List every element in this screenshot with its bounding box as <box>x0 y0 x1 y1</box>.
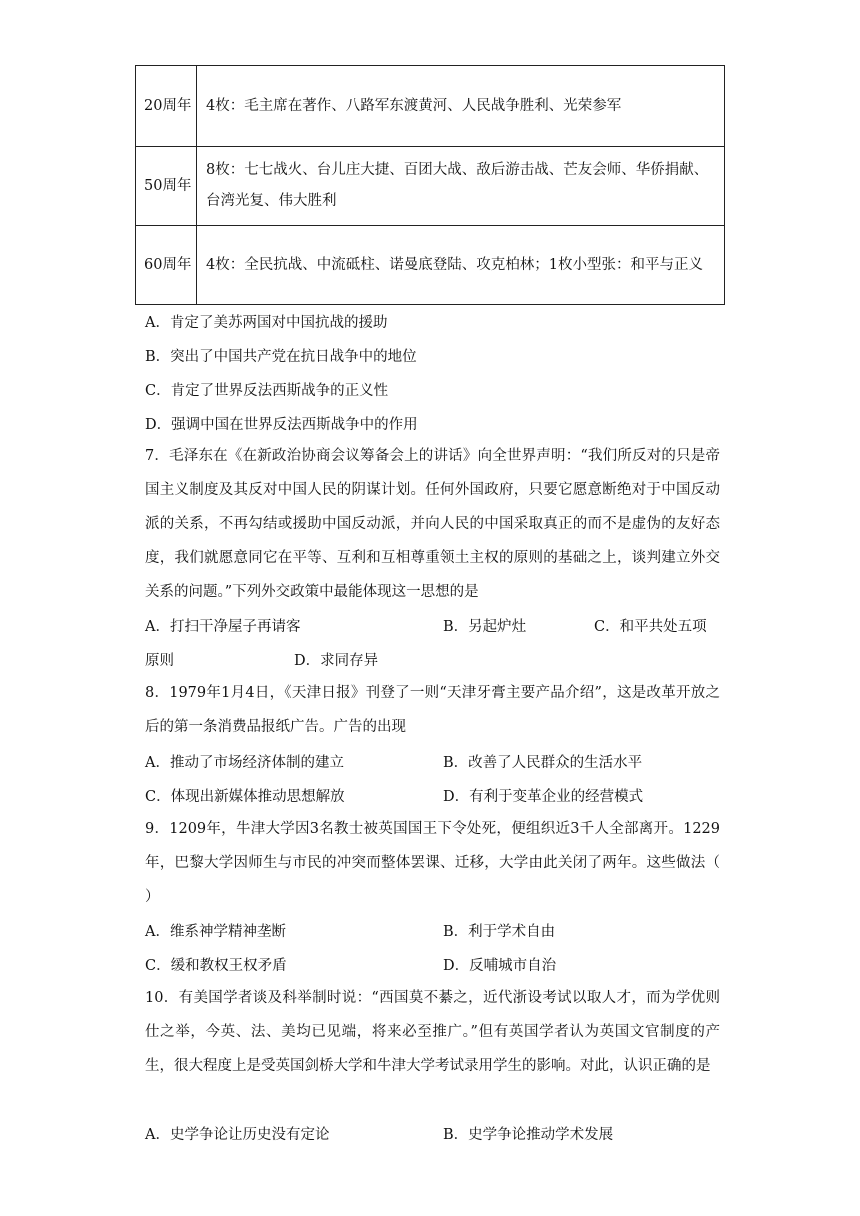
stamp-table <box>135 65 725 305</box>
q8-option-d: D．有利于变革企业的经营模式 <box>443 789 644 805</box>
year-cell: 20周年 <box>136 66 197 147</box>
content-cell: 8枚：七七战火、台儿庄大捷、百团大战、敌后游击战、芒友会师、华侨捐献、台湾光复、伟大胜利 <box>197 147 725 226</box>
q9-option-d: D．反哺城市自治 <box>443 958 557 974</box>
q10-stem: 10．有美国学者谈及科举制时说：“西国莫不綦之，近代浙设考试以取人才，而为学优则仕之举，今英、法、美均已见端，将来必至推广。”但有英国学者认为英国文官制度的产生，很大程度上是受英国剑桥大学和牛津大学考试录用学生的影响。对此，认识正确的是 <box>145 990 720 1074</box>
q7-option-c: C．和平共处五项 <box>594 619 707 635</box>
year-cell: 50周年 <box>136 147 197 226</box>
q9-option-c: C．缓和教权王权矛盾 <box>145 958 287 974</box>
table-row <box>136 147 725 226</box>
q7-option-b: B．另起炉灶 <box>443 619 527 635</box>
q7-option-a: A．打扫干净屋子再请客 <box>145 619 301 635</box>
q6-option-c: C．肯定了世界反法西斯战争的正义性 <box>145 383 389 399</box>
q7-option-d: D．求同存异 <box>294 653 379 669</box>
q10-option-a: A．史学争论让历史没有定论 <box>145 1127 330 1143</box>
q6-option-a: A．肯定了美苏两国对中国抗战的援助 <box>145 315 388 331</box>
q7-stem: 7．毛泽东在《在新政治协商会议筹备会上的讲话》向全世界声明：“我们所反对的只是帝国主义制度及其反对中国人民的阴谋计划。任何外国政府，只要它愿意断绝对于中国反动派的关系，不再勾结或援助中国反动派，并向人民的中国采取真正的而不是虚伪的友好态度，我们就愿意同它在平等、互利和互相尊重领土主权的原则的基础之上，谈判建立外交关系的问题。”下列外交政策中最能体现这一思想的是 <box>145 448 720 600</box>
q10-option-b: B．史学争论推动学术发展 <box>443 1127 614 1143</box>
q7-option-c-cont: 原则 <box>145 653 174 669</box>
content-cell: 4枚：毛主席在著作、八路军东渡黄河、人民战争胜利、光荣参军 <box>197 66 725 147</box>
q9-stem: 9．1209年，牛津大学因3名教士被英国国王下令处死，便组织近3千人全部离开。1229年，巴黎大学因师生与市民的冲突而整体罢课、迁移，大学由此关闭了两年。这些做法（ ） <box>145 821 720 905</box>
q8-stem: 8．1979年1月4日，《天津日报》刊登了一则“天津牙膏主要产品介绍”，这是改革开放之后的第一条消费品报纸广告。广告的出现 <box>145 685 720 735</box>
table-row <box>136 66 725 147</box>
q6-option-b: B．突出了中国共产党在抗日战争中的地位 <box>145 349 417 365</box>
q9-option-a: A．维系神学精神垄断 <box>145 924 286 940</box>
q8-option-c: C．体现出新媒体推动思想解放 <box>145 789 345 805</box>
q6-option-d: D．强调中国在世界反法西斯战争中的作用 <box>145 417 418 433</box>
q8-option-a: A．推动了市场经济体制的建立 <box>145 755 344 771</box>
year-cell: 60周年 <box>136 226 197 305</box>
q8-option-b: B．改善了人民群众的生活水平 <box>443 755 643 771</box>
table-row <box>136 226 725 305</box>
content-cell: 4枚：全民抗战、中流砥柱、诺曼底登陆、攻克柏林；1枚小型张：和平与正义 <box>197 226 725 305</box>
q9-option-b: B．利于学术自由 <box>443 924 556 940</box>
